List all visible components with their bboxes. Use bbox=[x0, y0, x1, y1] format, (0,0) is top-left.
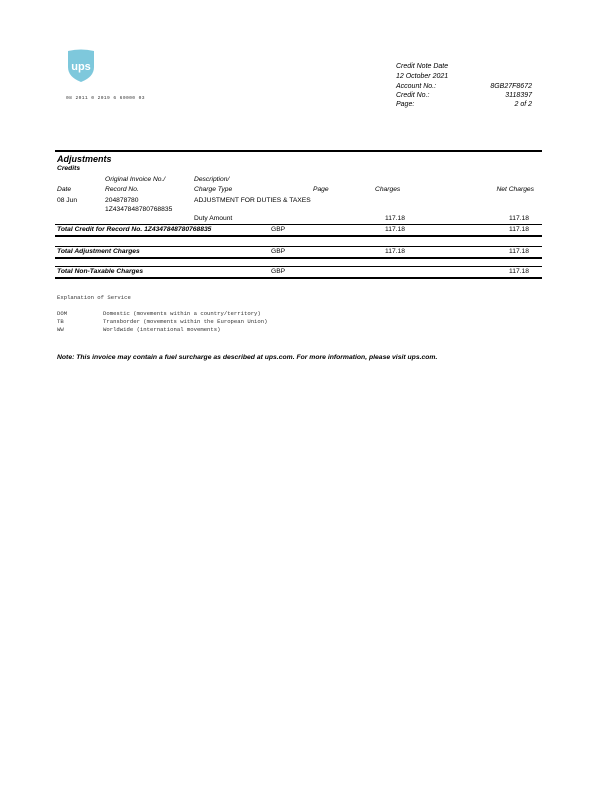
total-charges: 117.18 bbox=[385, 226, 405, 233]
ups-logo bbox=[66, 49, 96, 83]
credit-no: 3118397 bbox=[505, 92, 532, 99]
col-page: Page bbox=[313, 186, 329, 193]
page-value: 2 of 2 bbox=[514, 101, 532, 108]
service-legend-title: Explanation of Service bbox=[57, 294, 131, 301]
total-rule-top bbox=[55, 266, 542, 267]
row-charge-type: Duty Amount bbox=[194, 215, 233, 222]
service-text: Transborder (movements within the European Union) bbox=[103, 318, 268, 325]
total-rule-top bbox=[55, 246, 542, 247]
fuel-surcharge-note: Note: This invoice may contain a fuel surcharge as described at ups.com. For more information, please visit ups.com. bbox=[57, 354, 438, 361]
total-label: Total Credit for Record No. 1Z4347848780768835 bbox=[57, 226, 212, 233]
total-net: 117.18 bbox=[509, 248, 529, 255]
credit-no-label: Credit No.: bbox=[396, 92, 430, 99]
total-currency: GBP bbox=[271, 226, 286, 233]
total-net: 117.18 bbox=[509, 226, 529, 233]
account-no: 8GB27F8672 bbox=[490, 83, 532, 90]
total-charges: 117.18 bbox=[385, 248, 405, 255]
row-date: 08 Jun bbox=[57, 197, 78, 204]
col-charges: Charges bbox=[375, 186, 401, 193]
total-rule-top bbox=[55, 224, 542, 225]
total-label: Total Non-Taxable Charges bbox=[57, 268, 144, 275]
row-net-charges: 117.18 bbox=[509, 215, 529, 222]
total-rule-bottom bbox=[55, 277, 542, 279]
total-currency: GBP bbox=[271, 268, 286, 275]
col-orig-invoice-line1: Original Invoice No./ bbox=[105, 176, 166, 183]
svg-text:ups: ups bbox=[71, 61, 91, 73]
service-code: TB bbox=[57, 318, 64, 325]
service-code: WW bbox=[57, 326, 64, 333]
service-text: Worldwide (international movements) bbox=[103, 326, 221, 333]
col-net-charges: Net Charges bbox=[496, 186, 534, 193]
credit-note-date: 12 October 2021 bbox=[396, 73, 449, 80]
barcode-text: 08 2011 0 2019 6 60000 03 bbox=[66, 96, 145, 101]
row-record-no: 1Z4347848780768835 bbox=[105, 206, 173, 213]
row-description: ADJUSTMENT FOR DUTIES & TAXES bbox=[194, 197, 311, 204]
total-label: Total Adjustment Charges bbox=[57, 248, 140, 255]
col-charge-type: Charge Type bbox=[194, 186, 233, 193]
credit-note-date-label: Credit Note Date bbox=[396, 63, 449, 70]
section-divider bbox=[55, 150, 542, 152]
row-charges: 117.18 bbox=[385, 215, 405, 222]
col-date: Date bbox=[57, 186, 72, 193]
total-rule-bottom bbox=[55, 235, 542, 237]
service-code: DOM bbox=[57, 310, 68, 317]
row-invoice-no: 204878780 bbox=[105, 197, 139, 204]
service-text: Domestic (movements within a country/territory) bbox=[103, 310, 261, 317]
total-rule-bottom bbox=[55, 257, 542, 259]
section-subtitle: Credits bbox=[57, 165, 81, 172]
col-record-no: Record No. bbox=[105, 186, 139, 193]
section-title: Adjustments bbox=[57, 154, 112, 164]
account-no-label: Account No.: bbox=[396, 83, 437, 90]
total-net: 117.18 bbox=[509, 268, 529, 275]
total-currency: GBP bbox=[271, 248, 286, 255]
page-label: Page: bbox=[396, 101, 415, 108]
col-description-line1: Description/ bbox=[194, 176, 230, 183]
